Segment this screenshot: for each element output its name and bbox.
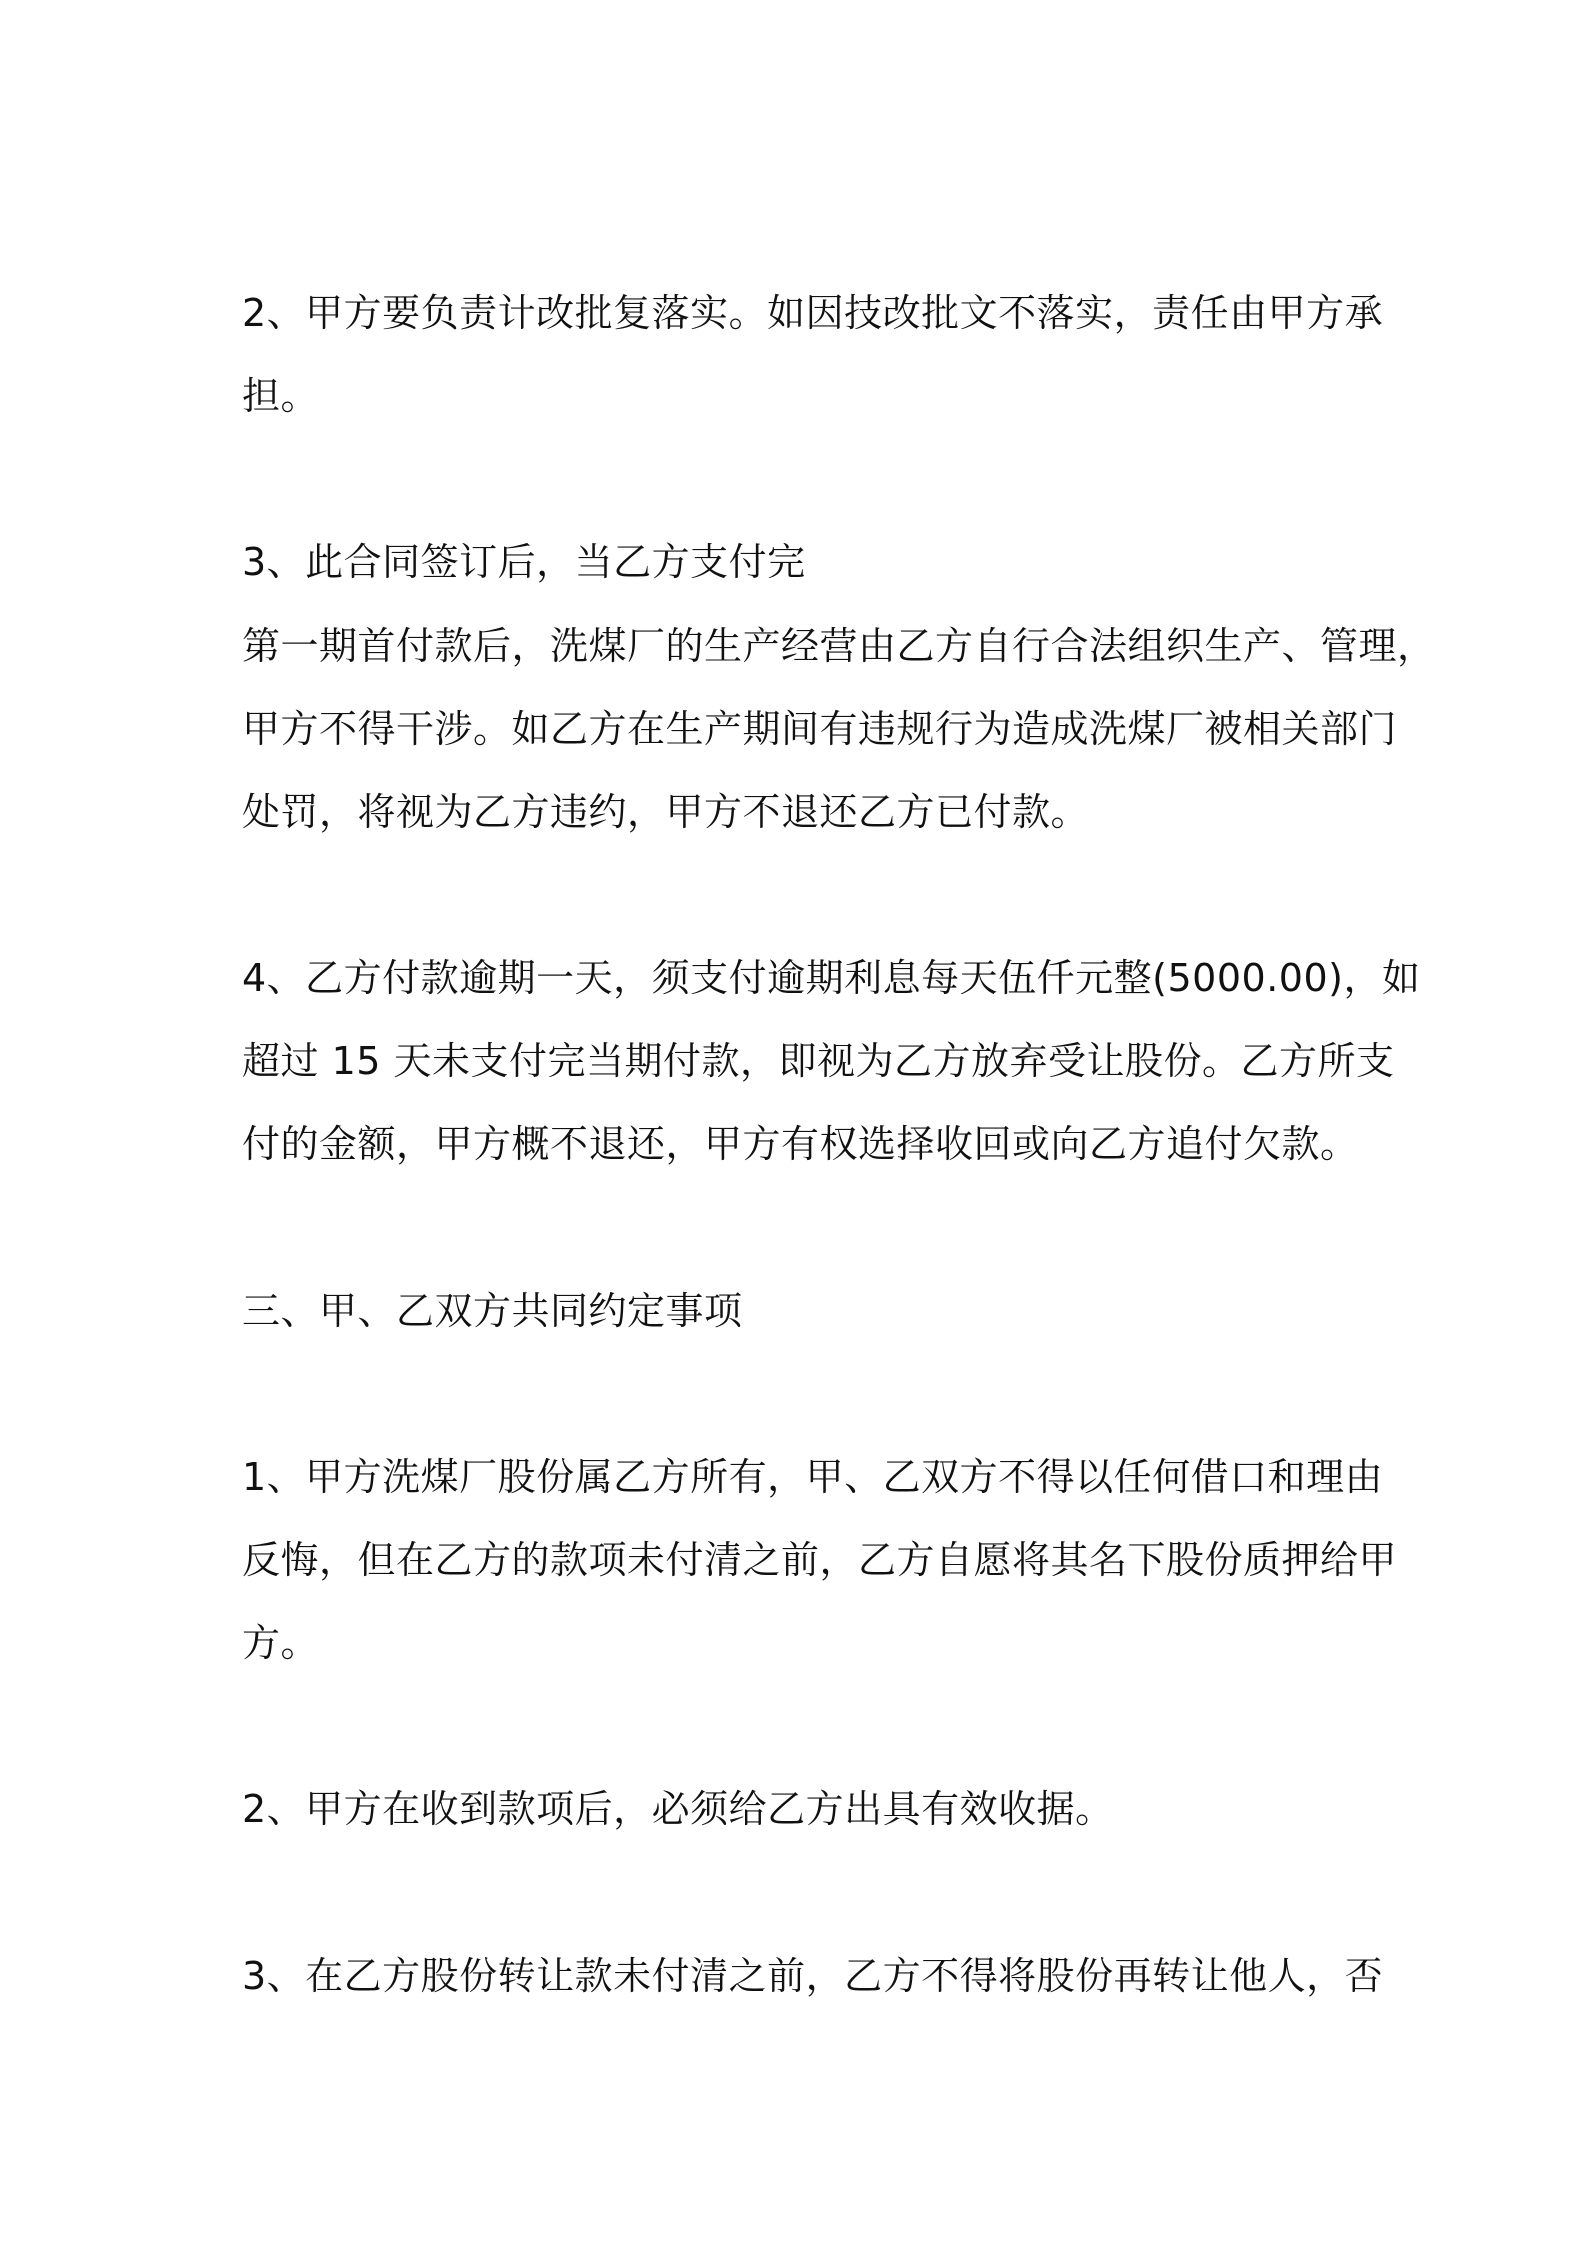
text-line-section3-clause-1-part-2: 反悔，但在乙方的款项未付清之前，乙方自愿将其名下股份质押给甲 bbox=[242, 1538, 1398, 1582]
text-line-section3-clause-2: 2、甲方在收到款项后，必须给乙方出具有效收据。 bbox=[242, 1787, 1114, 1831]
text-line-clause-4-part-2: 超过 15 天未支付完当期付款，即视为乙方放弃受让股份。乙方所支 bbox=[242, 1039, 1395, 1083]
text-line-clause-2-part-1: 2、甲方要负责计改批复落实。如因技改批文不落实，责任由甲方承 bbox=[242, 291, 1384, 335]
text-line-clause-3-part-4: 处罚，将视为乙方违约，甲方不退还乙方已付款。 bbox=[242, 790, 1090, 834]
text-line-section3-clause-1-part-3: 方。 bbox=[242, 1621, 320, 1665]
text-line-clause-4-part-1: 4、乙方付款逾期一天，须支付逾期利息每天伍仟元整(5000.00)，如 bbox=[242, 956, 1421, 1000]
text-line-clause-3-part-3: 甲方不得干涉。如乙方在生产期间有违规行为造成洗煤厂被相关部门 bbox=[242, 707, 1398, 751]
text-line-section3-clause-1-part-1: 1、甲方洗煤厂股份属乙方所有，甲、乙双方不得以任何借口和理由 bbox=[242, 1455, 1384, 1499]
section-heading-3: 三、甲、乙双方共同约定事项 bbox=[242, 1289, 743, 1333]
text-line-clause-4-part-3: 付的金额，甲方概不退还，甲方有权选择收回或向乙方追付欠款。 bbox=[242, 1122, 1359, 1166]
text-line-clause-3-part-1: 3、此合同签订后，当乙方支付完 bbox=[242, 540, 806, 584]
text-line-clause-3-part-2: 第一期首付款后，洗煤厂的生产经营由乙方自行合法组织生产、管理， bbox=[242, 624, 1436, 668]
text-line-section3-clause-3: 3、在乙方股份转让款未付清之前，乙方不得将股份再转让他人，否 bbox=[242, 1954, 1384, 1998]
text-line-clause-2-part-2: 担。 bbox=[242, 374, 320, 418]
